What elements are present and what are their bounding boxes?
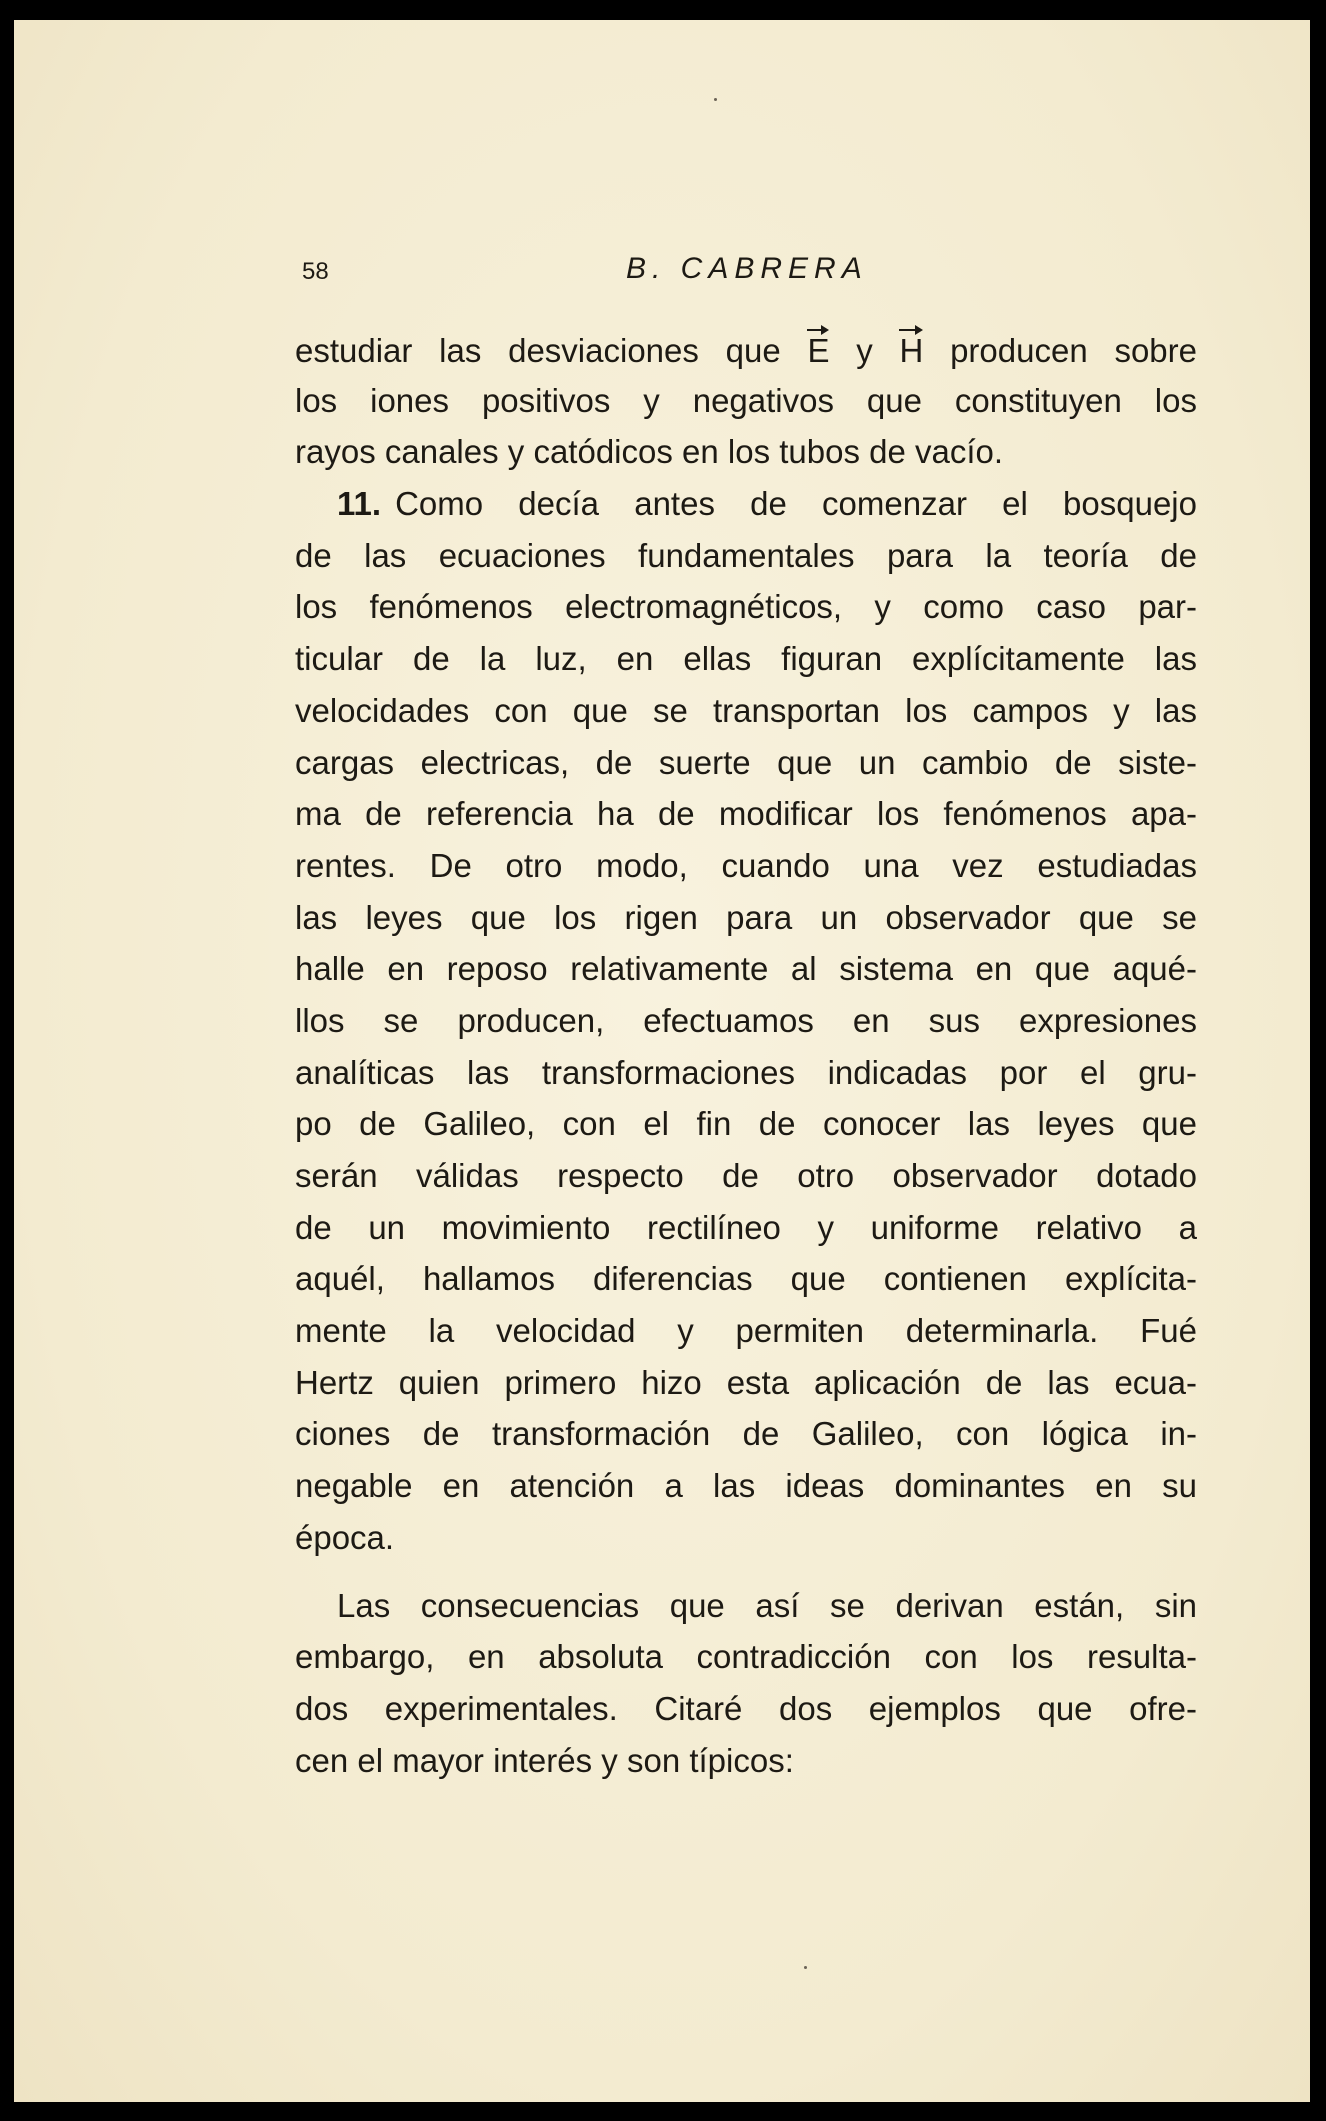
- paragraph-gap: [295, 1564, 1197, 1580]
- text-line: cen el mayor interés y son típicos:: [295, 1741, 794, 1779]
- text-fragment: estudiar las desviaciones que: [295, 332, 808, 369]
- text-line: analíticas las transformaciones indicadas por el gru-: [295, 1053, 1197, 1091]
- text-line: aquél, hallamos diferencias que contienen explícita-: [295, 1260, 1197, 1298]
- text-fragment: producen sobre: [923, 332, 1197, 369]
- text-line: ma de referencia ha de modificar los fenómenos apa-: [295, 795, 1197, 833]
- text-line: ticular de la luz, en ellas figuran explícitamente las: [295, 640, 1197, 678]
- text-line: de las ecuaciones fundamentales para la teoría de: [295, 536, 1197, 574]
- text-line: mente la velocidad y permiten determinarla. Fué: [295, 1312, 1197, 1350]
- text-line: embargo, en absoluta contradicción con los resulta-: [295, 1638, 1197, 1676]
- text-fragment: y: [829, 332, 900, 369]
- text-line: llos se producen, efectuamos en sus expresiones: [295, 1001, 1197, 1039]
- text-line: de un movimiento rectilíneo y uniforme relativo a: [295, 1208, 1197, 1246]
- text-line: halle en reposo relativamente al sistema en que aqué-: [295, 950, 1197, 988]
- text-line: rayos canales y catódicos en los tubos de vacío.: [295, 433, 1004, 471]
- text-line: los fenómenos electromagnéticos, y como caso par-: [295, 588, 1197, 626]
- book-page: [14, 20, 1310, 2102]
- text-line: cargas electricas, de suerte que un cambio de siste-: [295, 743, 1197, 781]
- text-line: rentes. De otro modo, cuando una vez estudiadas: [295, 846, 1197, 884]
- text-line: po de Galileo, con el fin de conocer las leyes que: [295, 1105, 1197, 1143]
- text-line: negable en atención a las ideas dominantes en su: [295, 1467, 1197, 1505]
- body-text: [295, 323, 1197, 1786]
- section-number: 11.: [337, 485, 382, 523]
- text-line: Las consecuencias que así se derivan están, sin: [337, 1586, 1197, 1624]
- running-head: B. CABRERA: [626, 252, 868, 285]
- text-line: los iones positivos y negativos que constituyen los: [295, 381, 1197, 419]
- page-number: 58: [302, 258, 329, 285]
- text-line: las leyes que los rigen para un observador que se: [295, 898, 1197, 936]
- text-line: dos experimentales. Citaré dos ejemplos que ofre-: [295, 1689, 1197, 1727]
- text-line: época.: [295, 1518, 395, 1556]
- paper-speck: [804, 1966, 807, 1969]
- paper-speck: [714, 98, 717, 101]
- text-line: ciones de transformación de Galileo, con lógica in-: [295, 1415, 1197, 1453]
- text-line: Hertz quien primero hizo esta aplicación de las ecua-: [295, 1363, 1197, 1401]
- page-header: [302, 252, 902, 298]
- text-line: [295, 478, 1197, 530]
- vector-e-symbol: E: [807, 323, 829, 377]
- text-line: velocidades con que se transportan los campos y las: [295, 691, 1197, 729]
- text-line: serán válidas respecto de otro observador dotado: [295, 1157, 1197, 1194]
- text-line: [295, 323, 1197, 375]
- vector-h-symbol: H: [899, 323, 923, 377]
- text-fragment: Como decía antes de comenzar el bosquejo: [395, 485, 1197, 523]
